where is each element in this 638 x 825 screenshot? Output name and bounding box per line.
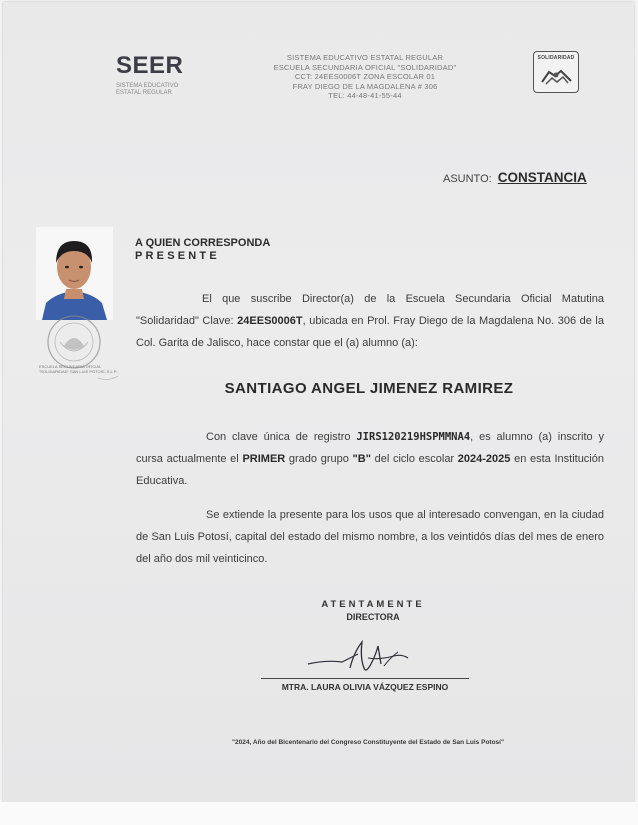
student-photo [36, 227, 113, 320]
signature-line [261, 678, 469, 679]
grade-value: PRIMER [242, 453, 286, 465]
school-badge-icon [533, 51, 579, 93]
page-margin [0, 802, 638, 825]
curp-value: JIRS120219HSPMMNA4 [356, 431, 471, 443]
seer-logo [116, 54, 206, 97]
subject-label: ASUNTO: [443, 173, 492, 185]
paragraph-text: Con clave única de registro [206, 431, 357, 443]
paragraph-text: en esta Institución Educativa. [136, 453, 604, 487]
body-paragraph-3: Se extiende la presente para los usos que al interesado convengan, en la ciudad de San Luis Potosí, capital del estado del mismo nombre, a los veintidós días del mes de enero del año dos mil veinticinco. [136, 509, 604, 565]
document-sheet [3, 2, 634, 802]
closing-block [243, 599, 503, 622]
header-line: SISTEMA EDUCATIVO ESTATAL REGULAR [286, 53, 444, 62]
official-seal-icon [36, 312, 126, 407]
seal-text: ESCUELA SECUNDARIA OFICIAL "SOLIDARIDAD" SAN LUIS POTOSÍ, S.L.P. [39, 364, 118, 374]
header-line: FRAY DIEGO DE LA MAGDALENA # 306 [292, 81, 438, 91]
signer-name: MTRA. LAURA OLIVIA VÁZQUEZ ESPINO [281, 682, 449, 692]
closing-role: DIRECTORA [346, 612, 400, 622]
header-line: TEL: 44-48-41-55-44 [328, 91, 402, 100]
subject-value: CONSTANCIA [497, 170, 587, 185]
paragraph-text: , ubicada en Prol. Fray Diego de la Magdalena No. 306 de la Col. Garita de Jalisco, hace constar que el (a) alumno (a): [136, 315, 604, 349]
addressee-line: A QUIEN CORRESPONDA [135, 237, 271, 249]
header-line: ESCUELA SECUNDARIA OFICIAL "SOLIDARIDAD" [273, 62, 457, 72]
header-line: CCT: 24EES0006T ZONA ESCOLAR 01 [294, 72, 436, 81]
subject-line [443, 170, 587, 185]
addressee [135, 237, 270, 262]
closing-salutation: ATENTAMENTE [321, 599, 425, 610]
handshake-icon [540, 64, 573, 90]
school-cycle-value: 2024-2025 [457, 453, 511, 465]
paragraph-text: grado grupo [285, 453, 353, 465]
body-paragraph-2 [136, 426, 604, 492]
footer-motto: "2024, Año del Bicentenario del Congreso Constituyente del Estado de San Luis Potosí" [231, 739, 505, 746]
student-name: SANTIAGO ANGEL JIMENEZ RAMIREZ [224, 380, 514, 397]
body-paragraph-1 [136, 288, 604, 354]
signature-icon [298, 634, 448, 682]
letterhead-header [239, 53, 491, 101]
logo-text: SEER [116, 52, 184, 79]
paragraph-text: , es alumno (a) inscrito y cursa actualmente el [136, 431, 604, 465]
logo-subtitle-line: SISTEMA EDUCATIVO [116, 83, 179, 89]
logo-subtitle-line: ESTATAL REGULAR [116, 90, 172, 96]
paragraph-text: del ciclo escolar [370, 453, 458, 465]
logo-subtitle [116, 83, 206, 97]
badge-text: SOLIDARIDAD [537, 55, 575, 61]
school-key: 24EES0006T [237, 315, 303, 327]
group-value: "B" [352, 453, 371, 465]
addressee-presente: PRESENTE [135, 249, 220, 262]
paragraph-text: El que suscribe Director(a) de la Escuela Secundaria Oficial Matutina "Solidaridad" Clave: [136, 293, 604, 327]
